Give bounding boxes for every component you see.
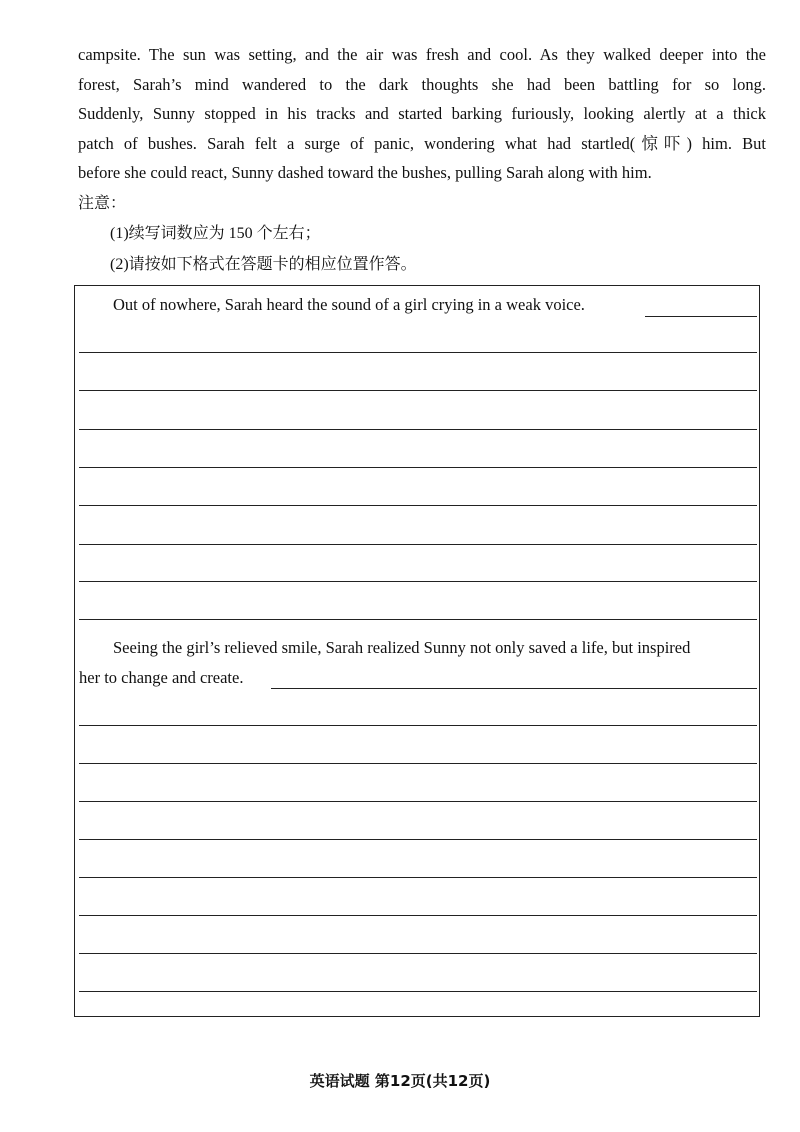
writing-line[interactable] bbox=[79, 429, 757, 430]
writing-line[interactable] bbox=[271, 688, 757, 689]
writing-line[interactable] bbox=[79, 763, 757, 764]
writing-line[interactable] bbox=[79, 390, 757, 391]
passage-line: Suddenly, Sunny stopped in his tracks and started barking furiously, looking alertly at a thick bbox=[78, 104, 766, 123]
writing-line[interactable] bbox=[79, 544, 757, 545]
writing-line[interactable] bbox=[79, 581, 757, 582]
answer-box bbox=[74, 285, 760, 1017]
page-footer: 英语试题 第12页(共12页) bbox=[309, 1072, 491, 1090]
passage-line: forest, Sarah’s mind wandered to the dark thoughts she had been battling for so long. bbox=[78, 74, 766, 94]
writing-line[interactable] bbox=[79, 467, 757, 468]
writing-line[interactable] bbox=[79, 877, 757, 878]
passage-line: before she could react, Sunny dashed toward the bushes, pulling Sarah along with him. bbox=[78, 163, 652, 182]
writing-line[interactable] bbox=[79, 352, 757, 353]
writing-line[interactable] bbox=[79, 953, 757, 954]
passage-line: campsite. The sun was setting, and the air was fresh and cool. As they walked deeper into the bbox=[78, 45, 766, 64]
writing-line[interactable] bbox=[79, 725, 757, 726]
note-item-word-count: (1)续写词数应为 150 个左右； bbox=[110, 225, 321, 242]
paragraph2-prompt-line1: Seeing the girl’s relieved smile, Sarah realized Sunny not only saved a life, but inspired bbox=[113, 638, 691, 657]
writing-line[interactable] bbox=[79, 505, 757, 506]
paragraph2-prompt-line2: her to change and create. bbox=[79, 668, 244, 687]
writing-line[interactable] bbox=[79, 801, 757, 802]
note-item-format: (2)请按如下格式在答题卡的相应位置作答。 bbox=[110, 256, 417, 273]
paragraph1-prompt: Out of nowhere, Sarah heard the sound of a girl crying in a weak voice. bbox=[113, 295, 585, 314]
writing-line[interactable] bbox=[645, 316, 757, 317]
writing-line[interactable] bbox=[79, 619, 757, 620]
notes-heading: 注意： bbox=[78, 195, 127, 212]
writing-line[interactable] bbox=[79, 915, 757, 916]
writing-line[interactable] bbox=[79, 839, 757, 840]
passage-line: patch of bushes. Sarah felt a surge of panic, wondering what had startled(惊吓) him. But bbox=[78, 133, 766, 153]
passage bbox=[78, 40, 766, 188]
writing-line[interactable] bbox=[79, 991, 757, 992]
